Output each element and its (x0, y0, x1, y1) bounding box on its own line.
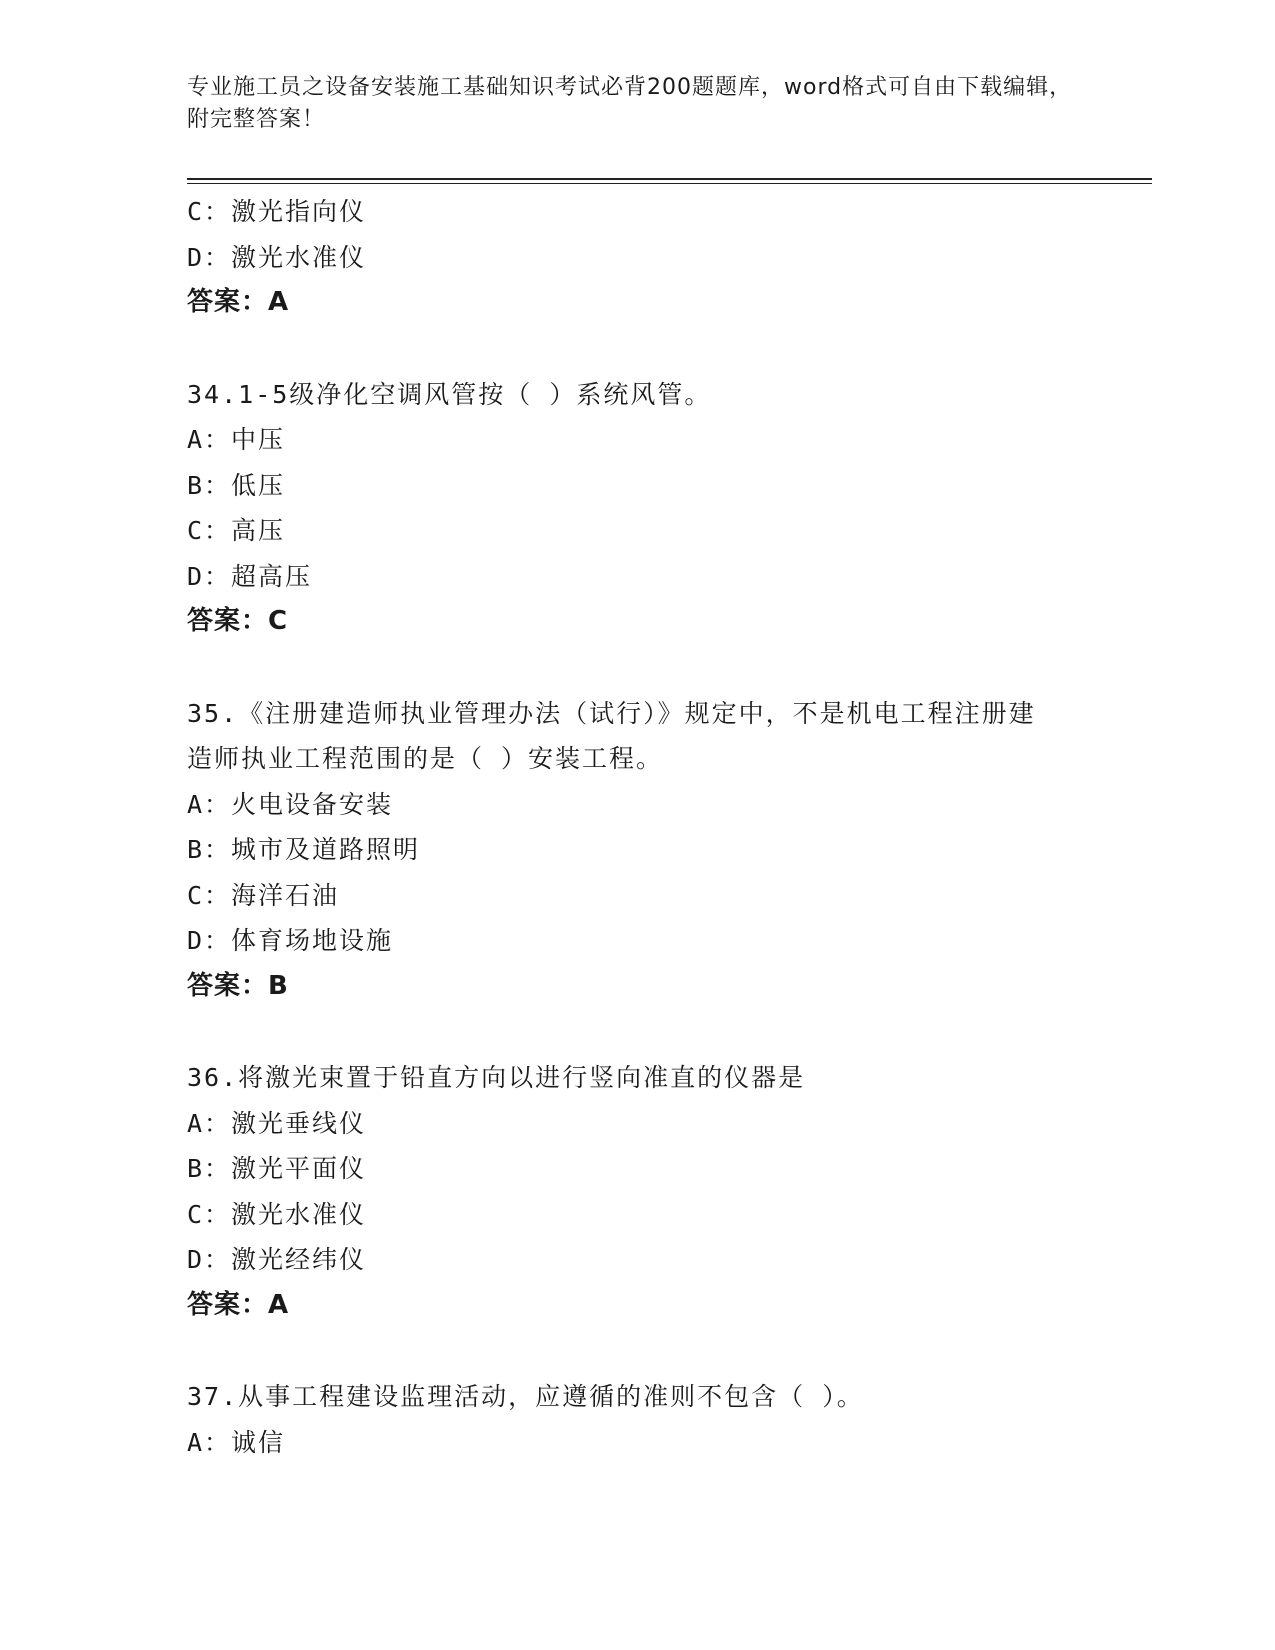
option-a: A：激光垂线仪 (187, 1108, 367, 1138)
header-divider-thick (187, 178, 1152, 180)
option-d: D：体育场地设施 (187, 926, 394, 955)
document-header: 专业施工员之设备安装施工基础知识考试必背200题题库，word格式可自由下载编辑，附完整答案！ (187, 75, 1073, 132)
option-d: D：超高压 (187, 561, 313, 591)
option-b: B：低压 (187, 470, 286, 500)
option-c: C：海洋石油 (187, 880, 340, 910)
option-c: C：高压 (187, 516, 286, 545)
question-block-34 (187, 372, 1087, 645)
answer-line: 答案：A (187, 1289, 290, 1320)
question-block-37 (187, 1374, 1087, 1465)
question-block-continued (187, 189, 1087, 326)
option-a: A：火电设备安装 (187, 789, 394, 819)
option-a: A：中压 (187, 425, 286, 454)
option-a: A：诚信 (187, 1427, 286, 1457)
question-content (187, 189, 1087, 1465)
answer-line: 答案：A (187, 287, 290, 317)
option-c: C：激光水准仪 (187, 1199, 367, 1229)
question-stem: 34.1-5级净化空调风管按（ ）系统风管。 (187, 379, 712, 409)
answer-line: 答案：B (187, 970, 289, 1001)
question-block-36 (187, 1055, 1087, 1328)
question-stem: 36.将激光束置于铅直方向以进行竖向准直的仪器是 (187, 1063, 806, 1092)
header-divider-thin (187, 183, 1152, 184)
question-stem: 35.《注册建造师执业管理办法（试行）》规定中，不是机电工程注册建造师执业工程范围的是（ ）安装工程。 (187, 698, 1036, 773)
option-c: C：激光指向仪 (187, 197, 367, 226)
option-b: B：城市及道路照明 (187, 835, 421, 864)
question-block-35 (187, 691, 1087, 1010)
option-b: B：激光平面仪 (187, 1154, 367, 1183)
option-d: D：激光水准仪 (187, 242, 367, 272)
question-stem: 37.从事工程建设监理活动，应遵循的准则不包含（ ）。 (187, 1382, 864, 1411)
option-d: D：激光经纬仪 (187, 1245, 367, 1274)
answer-line: 答案：C (187, 606, 289, 636)
